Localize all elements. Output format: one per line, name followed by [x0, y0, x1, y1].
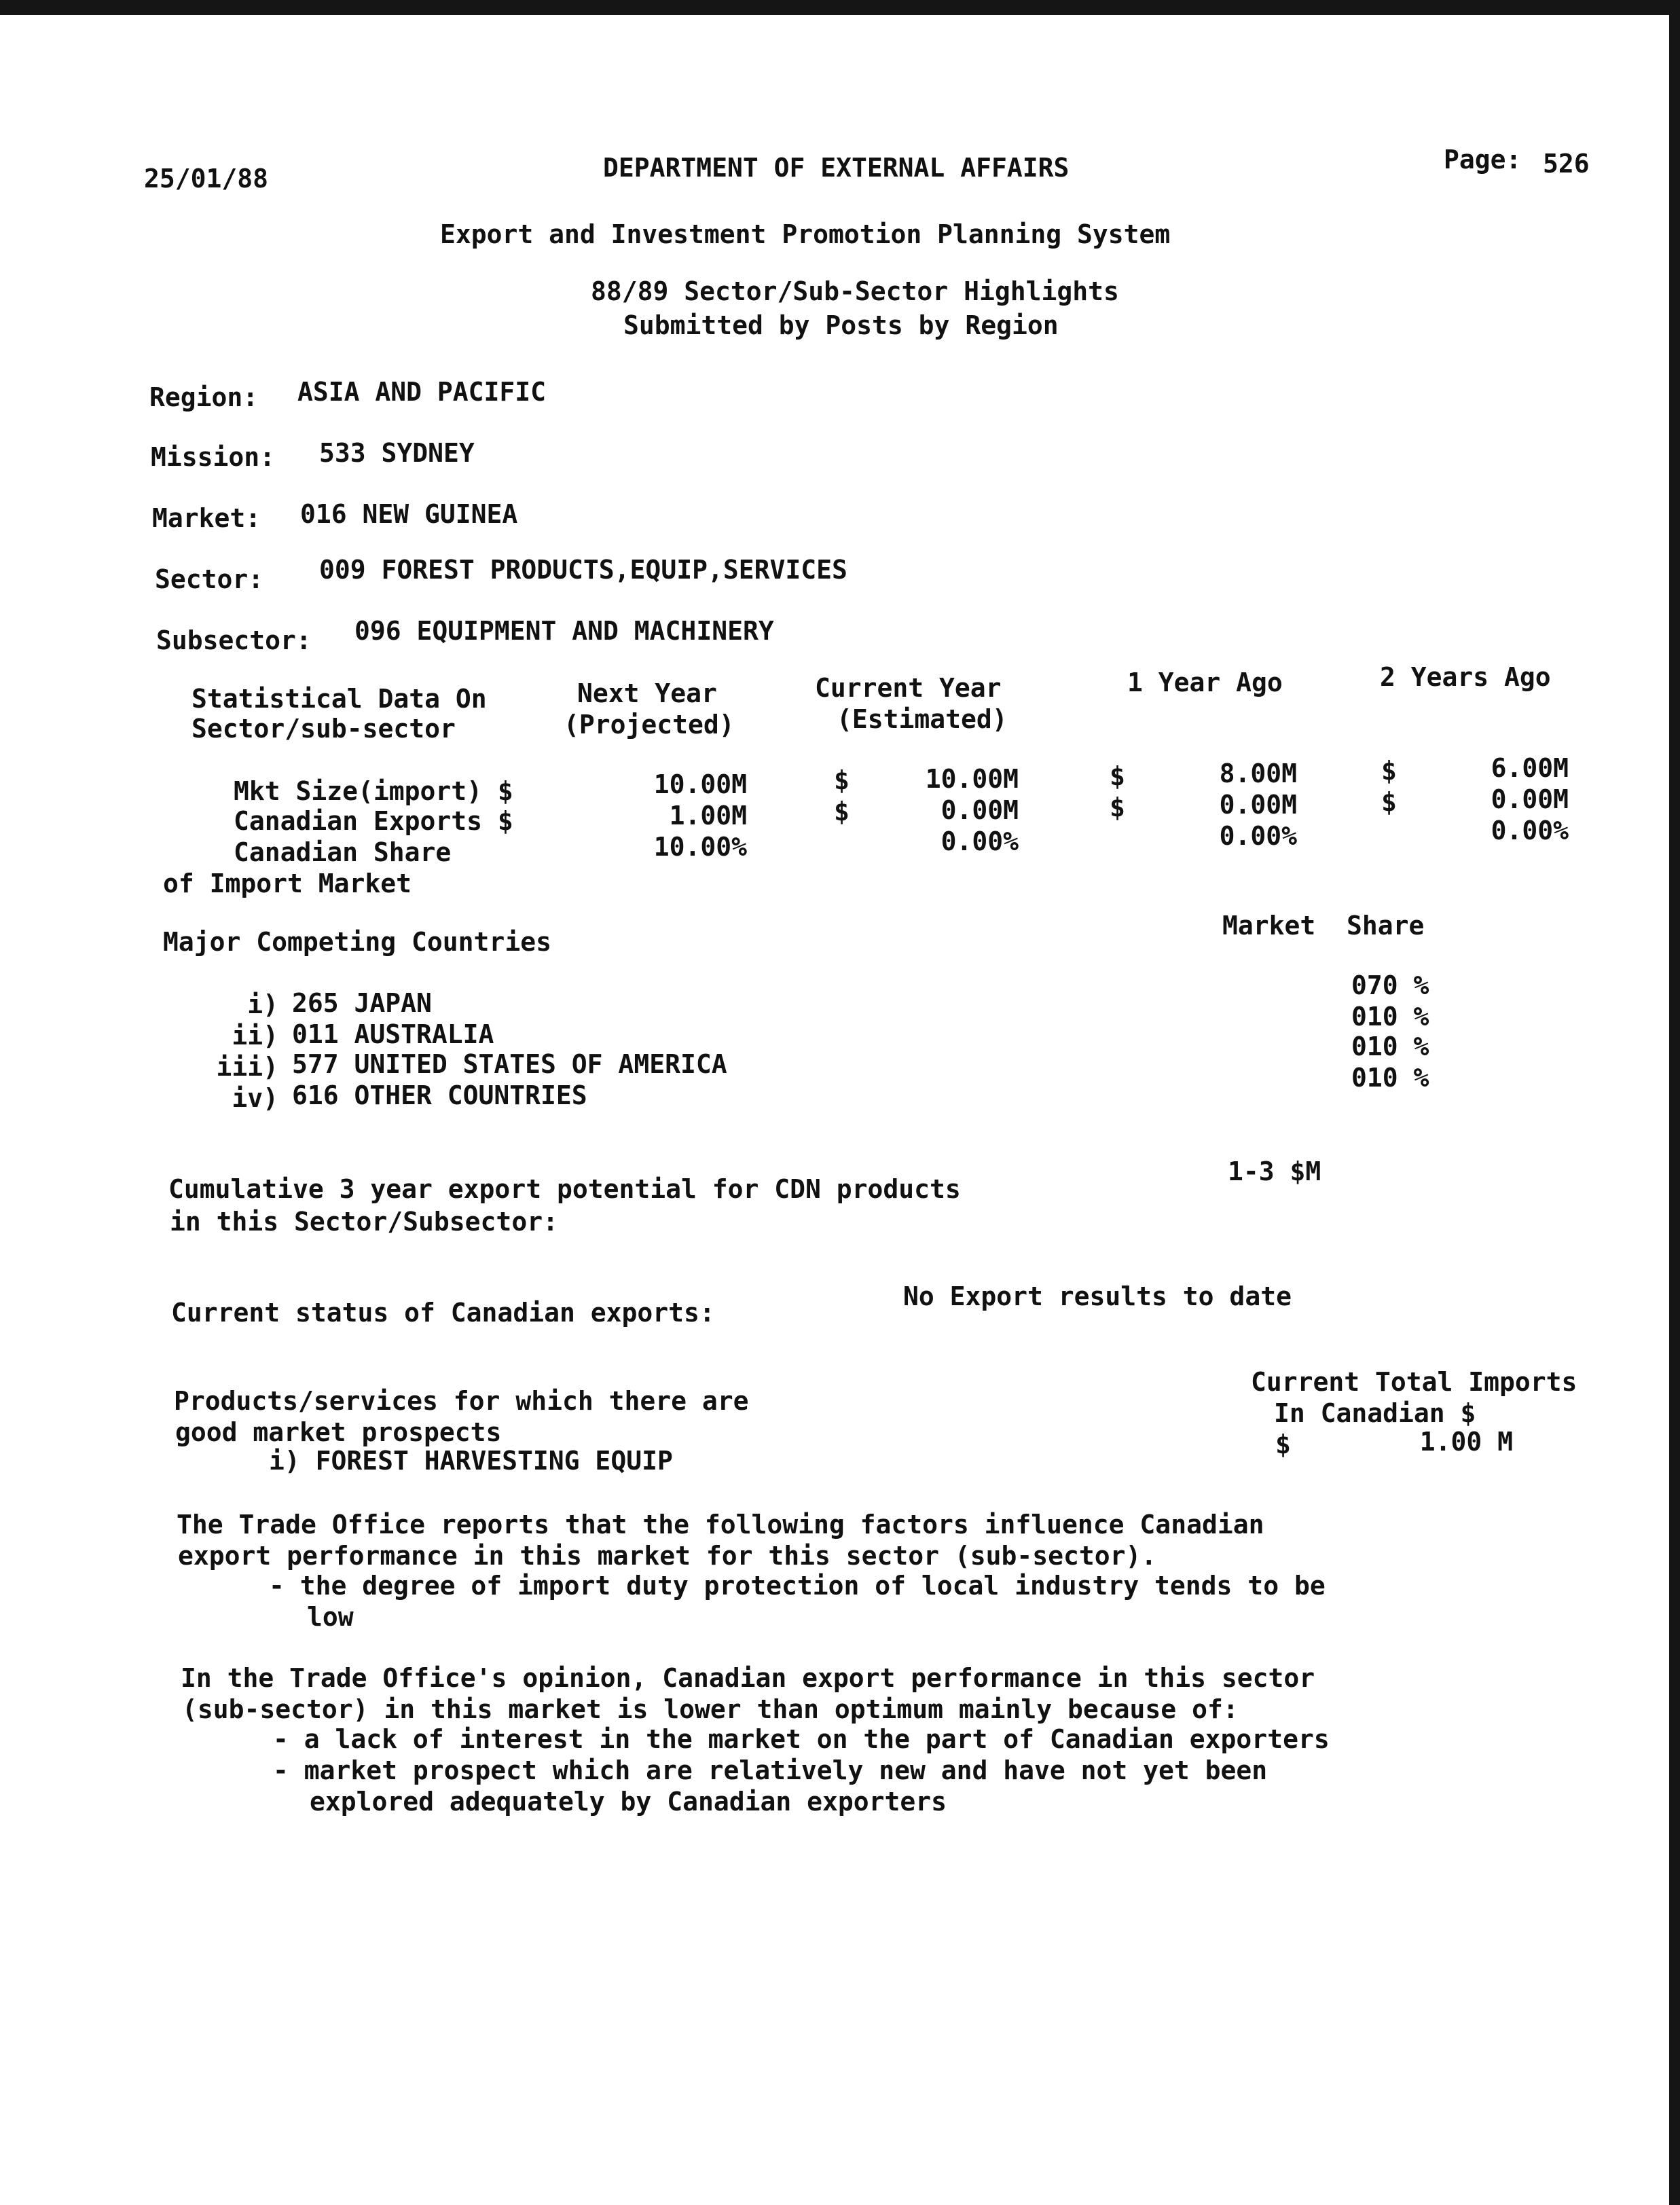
currency-symbol: $ [1110, 761, 1125, 791]
subsector-value: 096 EQUIPMENT AND MACHINERY [354, 616, 774, 646]
opinion-line2: (sub-sector) in this market is lower than optimum mainly because of: [182, 1694, 1239, 1724]
stats-cell-next: 1.00M [669, 801, 747, 831]
page-number: 526 [1543, 149, 1590, 179]
competitor-country: 265 JAPAN [292, 988, 432, 1018]
mission-value: 533 SYDNEY [319, 438, 475, 468]
competitor-index: i) [247, 989, 278, 1019]
potential-line1: Cumulative 3 year export potential for CDN products [168, 1174, 961, 1204]
competitor-country: 577 UNITED STATES OF AMERICA [292, 1049, 727, 1079]
stats-row-label-continued: of Import Market [163, 869, 412, 898]
currency-symbol: $ [1381, 787, 1397, 817]
status-label: Current status of Canadian exports: [171, 1298, 715, 1328]
factor-bullet-continued: low [307, 1602, 354, 1632]
report-subtitle: Submitted by Posts by Region [623, 310, 1059, 340]
potential-line2: in this Sector/Subsector: [170, 1207, 558, 1237]
potential-value: 1-3 $M [1228, 1156, 1321, 1186]
competitors-heading: Major Competing Countries [163, 927, 551, 957]
prospects-line2: good market prospects [175, 1417, 502, 1447]
stats-row-label: Mkt Size(import) $ [234, 776, 513, 806]
currency-symbol: $ [1381, 756, 1397, 786]
scan-top-edge [0, 0, 1680, 15]
imports-currency: $ [1275, 1429, 1291, 1459]
factors-line2: export performance in this market for this sector (sub-sector). [178, 1541, 1157, 1571]
report-title: 88/89 Sector/Sub-Sector Highlights [591, 276, 1119, 306]
stats-cell-one-ago: 8.00M [1219, 759, 1297, 788]
col-two-years-ago: 2 Years Ago [1380, 662, 1551, 692]
factors-line1: The Trade Office reports that the following factors influence Canadian [177, 1510, 1264, 1539]
col-next-year-sub: (Projected) [564, 710, 735, 740]
stats-cell-current: 10.00M [925, 764, 1019, 794]
subsector-label: Subsector: [156, 625, 312, 655]
prospect-item: i) FOREST HARVESTING EQUIP [269, 1446, 673, 1476]
stats-cell-two-ago: 0.00M [1491, 784, 1569, 814]
currency-symbol: $ [834, 797, 850, 826]
stats-cell-next: 10.00% [653, 832, 747, 862]
system-title: Export and Investment Promotion Planning System [440, 219, 1171, 249]
market-value: 016 NEW GUINEA [300, 499, 518, 529]
region-label: Region: [149, 382, 259, 412]
competitor-index: ii) [232, 1021, 278, 1051]
col-current-year: Current Year [815, 673, 1002, 703]
sector-label: Sector: [155, 564, 264, 594]
stats-cell-one-ago: 0.00M [1219, 790, 1297, 820]
market-label: Market: [152, 503, 261, 533]
stats-cell-one-ago: 0.00% [1219, 821, 1297, 851]
department-title: DEPARTMENT OF EXTERNAL AFFAIRS [603, 153, 1070, 183]
opinion-bullet: - a lack of interest in the market on the part of Canadian exporters [273, 1724, 1330, 1754]
competitor-index: iii) [216, 1052, 278, 1082]
col-one-year-ago: 1 Year Ago [1127, 668, 1283, 697]
imports-label-line2: In Canadian $ [1274, 1398, 1476, 1428]
imports-value: 1.00 M [1419, 1427, 1513, 1457]
competitor-share: 010 % [1351, 1032, 1429, 1061]
status-value: No Export results to date [903, 1281, 1292, 1311]
currency-symbol: $ [834, 765, 850, 795]
imports-label-line1: Current Total Imports [1251, 1367, 1577, 1397]
opinion-bullet-continued: explored adequately by Canadian exporters [310, 1787, 947, 1817]
prospects-line1: Products/services for which there are [174, 1386, 749, 1416]
stats-row-label: Canadian Exports $ [234, 806, 513, 836]
competitor-share: 070 % [1351, 970, 1429, 1000]
market-share-label: Market Share [1222, 911, 1425, 941]
competitor-country: 011 AUSTRALIA [292, 1019, 494, 1049]
currency-symbol: $ [1110, 792, 1125, 822]
stats-heading-line2: Sector/sub-sector [191, 714, 456, 744]
col-next-year: Next Year [577, 678, 717, 708]
stats-cell-current: 0.00M [941, 795, 1019, 825]
col-current-year-sub: (Estimated) [837, 704, 1008, 734]
page-label: Page: [1444, 145, 1522, 175]
stats-cell-current: 0.00% [941, 826, 1019, 856]
report-date: 25/01/88 [144, 164, 269, 194]
stats-cell-two-ago: 6.00M [1491, 753, 1569, 783]
region-value: ASIA AND PACIFIC [297, 377, 547, 407]
competitor-country: 616 OTHER COUNTRIES [292, 1080, 587, 1110]
competitor-share: 010 % [1351, 1063, 1429, 1093]
mission-label: Mission: [151, 442, 276, 472]
competitor-index: iv) [232, 1083, 278, 1113]
stats-cell-two-ago: 0.00% [1491, 816, 1569, 845]
opinion-bullet: - market prospect which are relatively new and have not yet been [273, 1755, 1268, 1785]
stats-heading-line1: Statistical Data On [191, 684, 487, 714]
opinion-line1: In the Trade Office's opinion, Canadian export performance in this sector [181, 1663, 1315, 1693]
stats-row-label: Canadian Share [234, 837, 452, 867]
scan-right-edge [1669, 0, 1680, 2205]
stats-cell-next: 10.00M [653, 769, 747, 799]
competitor-share: 010 % [1351, 1002, 1429, 1032]
factor-bullet: - the degree of import duty protection of local industry tends to be [269, 1571, 1326, 1601]
sector-value: 009 FOREST PRODUCTS,EQUIP,SERVICES [319, 555, 847, 585]
